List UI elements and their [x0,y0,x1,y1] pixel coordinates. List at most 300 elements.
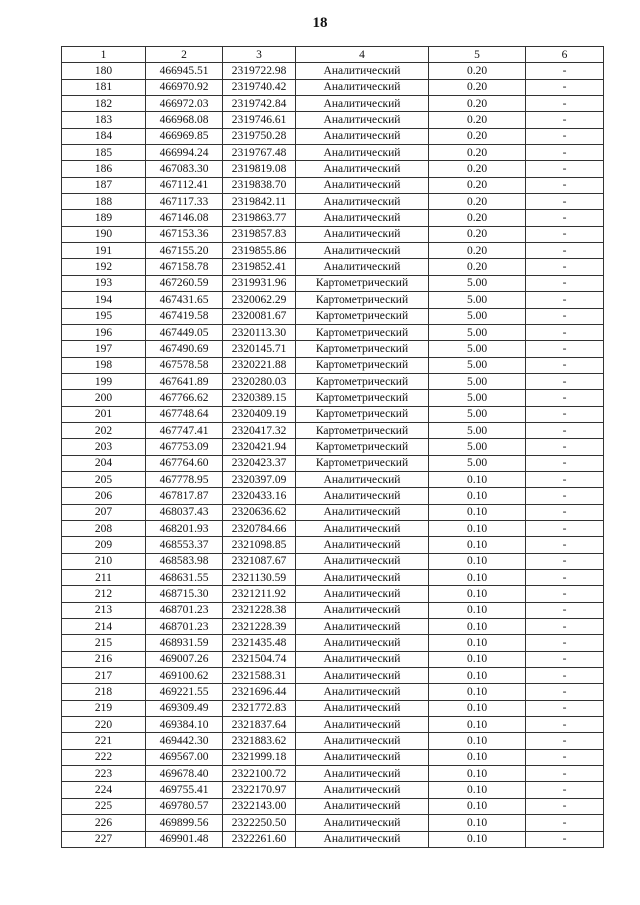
table-row [62,292,604,308]
method-cell: Аналитический [296,177,429,193]
table-row [62,619,604,635]
y-coordinate-cell: 2321098.85 [223,537,296,553]
note-cell: - [526,488,604,504]
accuracy-cell: 0.20 [429,63,526,79]
method-cell: Картометрический [296,455,429,471]
y-coordinate-cell: 2319842.11 [223,194,296,210]
y-coordinate-cell: 2320417.32 [223,422,296,438]
point-number-cell: 200 [62,390,146,406]
note-cell: - [526,553,604,569]
table-row [62,275,604,291]
accuracy-cell: 0.20 [429,226,526,242]
accuracy-cell: 0.10 [429,602,526,618]
note-cell: - [526,275,604,291]
note-cell: - [526,226,604,242]
method-cell: Картометрический [296,292,429,308]
y-coordinate-cell: 2322261.60 [223,831,296,847]
accuracy-cell: 0.20 [429,161,526,177]
note-cell: - [526,520,604,536]
y-coordinate-cell: 2321588.31 [223,668,296,684]
point-number-cell: 186 [62,161,146,177]
point-number-cell: 217 [62,668,146,684]
column-header: 5 [429,47,526,63]
point-number-cell: 220 [62,717,146,733]
note-cell: - [526,210,604,226]
x-coordinate-cell: 467117.33 [146,194,223,210]
method-cell: Аналитический [296,112,429,128]
method-cell: Аналитический [296,194,429,210]
y-coordinate-cell: 2320081.67 [223,308,296,324]
method-cell: Аналитический [296,602,429,618]
method-cell: Аналитический [296,504,429,520]
column-header: 1 [62,47,146,63]
point-number-cell: 225 [62,798,146,814]
x-coordinate-cell: 466970.92 [146,79,223,95]
y-coordinate-cell: 2320221.88 [223,357,296,373]
accuracy-cell: 0.10 [429,684,526,700]
accuracy-cell: 5.00 [429,341,526,357]
accuracy-cell: 0.10 [429,471,526,487]
point-number-cell: 214 [62,619,146,635]
table-row [62,635,604,651]
accuracy-cell: 0.20 [429,210,526,226]
accuracy-cell: 0.10 [429,815,526,831]
accuracy-cell: 0.20 [429,259,526,275]
x-coordinate-cell: 468701.23 [146,602,223,618]
table-row [62,717,604,733]
accuracy-cell: 0.10 [429,570,526,586]
y-coordinate-cell: 2321228.38 [223,602,296,618]
y-coordinate-cell: 2321883.62 [223,733,296,749]
accuracy-cell: 5.00 [429,422,526,438]
point-number-cell: 207 [62,504,146,520]
x-coordinate-cell: 467766.62 [146,390,223,406]
method-cell: Аналитический [296,684,429,700]
point-number-cell: 197 [62,341,146,357]
method-cell: Аналитический [296,815,429,831]
note-cell: - [526,79,604,95]
note-cell: - [526,161,604,177]
y-coordinate-cell: 2322100.72 [223,766,296,782]
table-row [62,651,604,667]
x-coordinate-cell: 468631.55 [146,570,223,586]
method-cell: Аналитический [296,619,429,635]
table-body [62,63,604,848]
x-coordinate-cell: 467747.41 [146,422,223,438]
note-cell: - [526,243,604,259]
table-row [62,128,604,144]
note-cell: - [526,831,604,847]
point-number-cell: 196 [62,324,146,340]
point-number-cell: 202 [62,422,146,438]
y-coordinate-cell: 2320409.19 [223,406,296,422]
note-cell: - [526,635,604,651]
y-coordinate-cell: 2320062.29 [223,292,296,308]
table-row [62,439,604,455]
method-cell: Аналитический [296,226,429,242]
point-number-cell: 198 [62,357,146,373]
note-cell: - [526,439,604,455]
point-number-cell: 224 [62,782,146,798]
note-cell: - [526,471,604,487]
table-row [62,553,604,569]
y-coordinate-cell: 2320784.66 [223,520,296,536]
method-cell: Картометрический [296,357,429,373]
method-cell: Аналитический [296,749,429,765]
point-number-cell: 192 [62,259,146,275]
point-number-cell: 209 [62,537,146,553]
table-row [62,161,604,177]
y-coordinate-cell: 2319852.41 [223,259,296,275]
x-coordinate-cell: 467112.41 [146,177,223,193]
note-cell: - [526,749,604,765]
note-cell: - [526,586,604,602]
accuracy-cell: 0.10 [429,749,526,765]
x-coordinate-cell: 469309.49 [146,700,223,716]
table-row [62,308,604,324]
accuracy-cell: 0.10 [429,766,526,782]
y-coordinate-cell: 2321504.74 [223,651,296,667]
note-cell: - [526,341,604,357]
method-cell: Аналитический [296,668,429,684]
method-cell: Аналитический [296,488,429,504]
note-cell: - [526,422,604,438]
accuracy-cell: 0.20 [429,243,526,259]
table-row [62,79,604,95]
y-coordinate-cell: 2320421.94 [223,439,296,455]
x-coordinate-cell: 468701.23 [146,619,223,635]
accuracy-cell: 0.20 [429,96,526,112]
x-coordinate-cell: 466968.08 [146,112,223,128]
column-header: 2 [146,47,223,63]
method-cell: Аналитический [296,635,429,651]
x-coordinate-cell: 469901.48 [146,831,223,847]
x-coordinate-cell: 467431.65 [146,292,223,308]
y-coordinate-cell: 2319819.08 [223,161,296,177]
method-cell: Аналитический [296,259,429,275]
note-cell: - [526,602,604,618]
table-row [62,145,604,161]
table-row [62,373,604,389]
note-cell: - [526,390,604,406]
table-row [62,815,604,831]
table-row [62,194,604,210]
accuracy-cell: 0.20 [429,79,526,95]
accuracy-cell: 0.10 [429,553,526,569]
accuracy-cell: 5.00 [429,308,526,324]
point-number-cell: 219 [62,700,146,716]
point-number-cell: 195 [62,308,146,324]
point-number-cell: 180 [62,63,146,79]
note-cell: - [526,259,604,275]
accuracy-cell: 5.00 [429,324,526,340]
table-row [62,733,604,749]
note-cell: - [526,63,604,79]
table-row [62,684,604,700]
method-cell: Аналитический [296,243,429,259]
table-row [62,749,604,765]
method-cell: Аналитический [296,831,429,847]
table-row [62,259,604,275]
accuracy-cell: 5.00 [429,390,526,406]
x-coordinate-cell: 466945.51 [146,63,223,79]
method-cell: Аналитический [296,766,429,782]
accuracy-cell: 5.00 [429,373,526,389]
x-coordinate-cell: 467419.58 [146,308,223,324]
table-row [62,390,604,406]
accuracy-cell: 0.10 [429,668,526,684]
x-coordinate-cell: 467578.58 [146,357,223,373]
note-cell: - [526,145,604,161]
x-coordinate-cell: 467260.59 [146,275,223,291]
x-coordinate-cell: 467817.87 [146,488,223,504]
x-coordinate-cell: 467764.60 [146,455,223,471]
accuracy-cell: 0.10 [429,586,526,602]
x-coordinate-cell: 467146.08 [146,210,223,226]
method-cell: Картометрический [296,308,429,324]
accuracy-cell: 0.10 [429,635,526,651]
y-coordinate-cell: 2319863.77 [223,210,296,226]
table-row [62,504,604,520]
x-coordinate-cell: 466972.03 [146,96,223,112]
note-cell: - [526,684,604,700]
y-coordinate-cell: 2319838.70 [223,177,296,193]
y-coordinate-cell: 2319855.86 [223,243,296,259]
point-number-cell: 201 [62,406,146,422]
accuracy-cell: 0.20 [429,112,526,128]
y-coordinate-cell: 2320389.15 [223,390,296,406]
y-coordinate-cell: 2321228.39 [223,619,296,635]
y-coordinate-cell: 2321211.92 [223,586,296,602]
note-cell: - [526,177,604,193]
accuracy-cell: 0.10 [429,831,526,847]
x-coordinate-cell: 469442.30 [146,733,223,749]
y-coordinate-cell: 2319740.42 [223,79,296,95]
point-number-cell: 191 [62,243,146,259]
note-cell: - [526,128,604,144]
point-number-cell: 208 [62,520,146,536]
point-number-cell: 206 [62,488,146,504]
point-number-cell: 190 [62,226,146,242]
y-coordinate-cell: 2320397.09 [223,471,296,487]
accuracy-cell: 5.00 [429,275,526,291]
x-coordinate-cell: 466969.85 [146,128,223,144]
point-number-cell: 204 [62,455,146,471]
method-cell: Аналитический [296,63,429,79]
y-coordinate-cell: 2320433.16 [223,488,296,504]
x-coordinate-cell: 467748.64 [146,406,223,422]
method-cell: Картометрический [296,390,429,406]
method-cell: Картометрический [296,324,429,340]
method-cell: Аналитический [296,96,429,112]
accuracy-cell: 0.10 [429,700,526,716]
accuracy-cell: 0.10 [429,798,526,814]
note-cell: - [526,373,604,389]
note-cell: - [526,537,604,553]
method-cell: Аналитический [296,128,429,144]
point-number-cell: 187 [62,177,146,193]
point-number-cell: 194 [62,292,146,308]
table-row [62,324,604,340]
accuracy-cell: 5.00 [429,439,526,455]
method-cell: Картометрический [296,275,429,291]
column-header: 6 [526,47,604,63]
note-cell: - [526,324,604,340]
x-coordinate-cell: 467778.95 [146,471,223,487]
note-cell: - [526,308,604,324]
method-cell: Аналитический [296,553,429,569]
y-coordinate-cell: 2320145.71 [223,341,296,357]
point-number-cell: 203 [62,439,146,455]
point-number-cell: 182 [62,96,146,112]
x-coordinate-cell: 469780.57 [146,798,223,814]
method-cell: Аналитический [296,520,429,536]
page-number: 18 [312,15,328,31]
x-coordinate-cell: 467155.20 [146,243,223,259]
method-cell: Аналитический [296,700,429,716]
table-row [62,520,604,536]
accuracy-cell: 5.00 [429,455,526,471]
point-number-cell: 212 [62,586,146,602]
point-number-cell: 223 [62,766,146,782]
method-cell: Аналитический [296,145,429,161]
x-coordinate-cell: 468201.93 [146,520,223,536]
method-cell: Аналитический [296,471,429,487]
accuracy-cell: 5.00 [429,406,526,422]
table-row [62,570,604,586]
accuracy-cell: 0.10 [429,504,526,520]
method-cell: Картометрический [296,341,429,357]
accuracy-cell: 0.20 [429,194,526,210]
x-coordinate-cell: 466994.24 [146,145,223,161]
method-cell: Аналитический [296,733,429,749]
table-row [62,96,604,112]
y-coordinate-cell: 2319746.61 [223,112,296,128]
method-cell: Аналитический [296,798,429,814]
note-cell: - [526,733,604,749]
x-coordinate-cell: 467153.36 [146,226,223,242]
method-cell: Аналитический [296,537,429,553]
note-cell: - [526,570,604,586]
point-number-cell: 222 [62,749,146,765]
x-coordinate-cell: 467641.89 [146,373,223,389]
accuracy-cell: 0.20 [429,177,526,193]
table-row [62,341,604,357]
point-number-cell: 185 [62,145,146,161]
method-cell: Картометрический [296,422,429,438]
table-row [62,831,604,847]
note-cell: - [526,619,604,635]
point-number-cell: 218 [62,684,146,700]
point-number-cell: 215 [62,635,146,651]
y-coordinate-cell: 2319722.98 [223,63,296,79]
y-coordinate-cell: 2320423.37 [223,455,296,471]
point-number-cell: 193 [62,275,146,291]
note-cell: - [526,717,604,733]
y-coordinate-cell: 2319931.96 [223,275,296,291]
note-cell: - [526,798,604,814]
note-cell: - [526,96,604,112]
accuracy-cell: 0.10 [429,520,526,536]
note-cell: - [526,815,604,831]
x-coordinate-cell: 469384.10 [146,717,223,733]
table-row [62,455,604,471]
x-coordinate-cell: 469755.41 [146,782,223,798]
accuracy-cell: 5.00 [429,292,526,308]
table-row [62,112,604,128]
accuracy-cell: 5.00 [429,357,526,373]
note-cell: - [526,112,604,128]
table-row [62,537,604,553]
note-cell: - [526,782,604,798]
table-row [62,357,604,373]
table-header [62,47,604,63]
method-cell: Картометрический [296,373,429,389]
y-coordinate-cell: 2319767.48 [223,145,296,161]
table-row [62,63,604,79]
table-row [62,471,604,487]
y-coordinate-cell: 2319750.28 [223,128,296,144]
point-number-cell: 227 [62,831,146,847]
x-coordinate-cell: 467083.30 [146,161,223,177]
table-header-row [62,47,604,63]
y-coordinate-cell: 2321130.59 [223,570,296,586]
x-coordinate-cell: 468553.37 [146,537,223,553]
x-coordinate-cell: 468931.59 [146,635,223,651]
accuracy-cell: 0.10 [429,782,526,798]
method-cell: Аналитический [296,161,429,177]
table-row [62,406,604,422]
table-row [62,177,604,193]
y-coordinate-cell: 2321087.67 [223,553,296,569]
accuracy-cell: 0.10 [429,619,526,635]
x-coordinate-cell: 469100.62 [146,668,223,684]
y-coordinate-cell: 2322170.97 [223,782,296,798]
method-cell: Аналитический [296,651,429,667]
y-coordinate-cell: 2320280.03 [223,373,296,389]
point-number-cell: 210 [62,553,146,569]
table-row [62,243,604,259]
method-cell: Аналитический [296,79,429,95]
method-cell: Аналитический [296,586,429,602]
point-number-cell: 221 [62,733,146,749]
method-cell: Картометрический [296,439,429,455]
point-number-cell: 183 [62,112,146,128]
method-cell: Аналитический [296,570,429,586]
table-row [62,766,604,782]
y-coordinate-cell: 2322143.00 [223,798,296,814]
table-row [62,210,604,226]
y-coordinate-cell: 2321837.64 [223,717,296,733]
note-cell: - [526,700,604,716]
accuracy-cell: 0.10 [429,537,526,553]
y-coordinate-cell: 2319857.83 [223,226,296,242]
table-row [62,586,604,602]
point-number-cell: 226 [62,815,146,831]
note-cell: - [526,766,604,782]
x-coordinate-cell: 469899.56 [146,815,223,831]
table-row [62,700,604,716]
accuracy-cell: 0.20 [429,128,526,144]
y-coordinate-cell: 2320636.62 [223,504,296,520]
point-number-cell: 211 [62,570,146,586]
accuracy-cell: 0.10 [429,733,526,749]
y-coordinate-cell: 2321435.48 [223,635,296,651]
note-cell: - [526,651,604,667]
accuracy-cell: 0.10 [429,488,526,504]
x-coordinate-cell: 467449.05 [146,324,223,340]
x-coordinate-cell: 469678.40 [146,766,223,782]
